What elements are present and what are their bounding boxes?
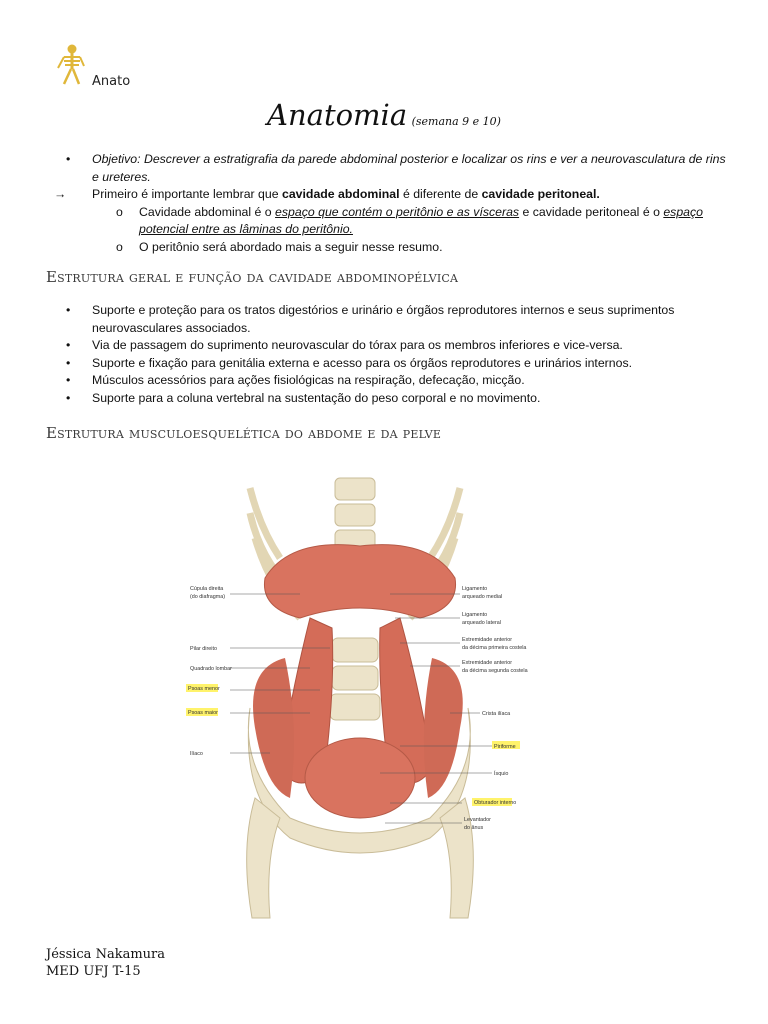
- list-item: [66, 337, 726, 355]
- author-course: MED UFJ T-15: [46, 964, 141, 979]
- bullet-icon: •: [66, 390, 71, 405]
- underlined-run: espaço que contém o peritônio e as vísceras: [275, 204, 520, 219]
- objective-text: Objetivo: Descrever a estratigrafia da parede abdominal posterior e localizar os rins e ver a neurovasculatura de rins e ureteres.: [92, 152, 726, 184]
- list-item-text: Suporte e fixação para genitália externa e acesso para os órgãos reprodutores e urinários internos.: [92, 355, 633, 370]
- label-costela-11: Extremidade anterior: [462, 637, 513, 643]
- list-item: [66, 390, 726, 408]
- label-lig-medial-2: arqueado medial: [462, 594, 503, 600]
- author-name: Jéssica Nakamura: [46, 947, 165, 962]
- bullet-icon: •: [66, 152, 71, 166]
- bullet-icon: •: [66, 303, 71, 317]
- bullet-icon: •: [66, 355, 71, 370]
- text-run: é diferente de: [399, 187, 482, 201]
- intro-list: [54, 151, 726, 256]
- bullet-icon: •: [66, 373, 71, 387]
- bold-run: cavidade abdominal: [282, 187, 400, 201]
- list-item: [66, 204, 726, 239]
- list-item: [66, 355, 726, 373]
- label-piriforme: Piriforme: [494, 744, 516, 750]
- section1-list: [66, 302, 726, 407]
- anatomy-illustration: [160, 468, 560, 928]
- label-levantador-2: do ânus: [464, 825, 484, 831]
- label-lig-lateral: Ligamento: [462, 612, 488, 618]
- list-item-text: Suporte e proteção para os tratos digestórios e urinário e órgãos reprodutores internos e seus suprimentos neurovasculares associados.: [92, 303, 675, 335]
- label-obturador: Obturador interno: [474, 800, 517, 806]
- list-item: [54, 186, 714, 204]
- header-text: Anato: [92, 74, 131, 89]
- label-iliaco: Ilíaco: [190, 751, 203, 757]
- underlined-run: espaço potencial entre as lâminas do peritônio.: [139, 204, 703, 236]
- arrow-right-icon: →: [54, 187, 67, 201]
- circle-bullet-icon: o: [116, 204, 123, 219]
- text-run: Cavidade abdominal é o: [139, 204, 276, 219]
- label-isquio: Ísquio: [494, 771, 509, 777]
- circle-bullet-icon: o: [116, 239, 123, 254]
- footer: [46, 946, 165, 980]
- bold-run: cavidade peritoneal.: [481, 187, 600, 201]
- bullet-icon: •: [66, 338, 71, 352]
- label-costela-11-2: da décima primeira costela: [462, 645, 527, 651]
- label-quadrado: Quadrado lombar: [190, 666, 232, 672]
- page-title: Anatomia: [267, 98, 408, 132]
- label-pilar: Pilar direito: [190, 646, 217, 652]
- title-block: [0, 98, 768, 132]
- label-psoas-menor: Psoas menor: [188, 686, 220, 692]
- label-cupula: Cúpula direita: [190, 586, 224, 592]
- label-psoas-maior: Psoas maior: [188, 710, 218, 716]
- list-item: [66, 151, 726, 186]
- section-heading: Estrutura geral e função da cavidade abdominopélvica: [46, 268, 459, 286]
- text-run: Primeiro é importante lembrar que: [92, 187, 282, 201]
- list-item: [66, 372, 726, 390]
- label-levantador: Levantador: [464, 817, 491, 823]
- label-crista: Crista ilíaca: [482, 711, 511, 717]
- list-item-text: Suporte para a coluna vertebral na sustentação do peso corporal e no movimento.: [92, 390, 541, 405]
- label-costela-12-2: da décima segunda costela: [462, 668, 528, 674]
- label-cupula-2: (do diafragma): [190, 594, 226, 600]
- label-lig-medial: Ligamento: [462, 586, 488, 592]
- list-item-text: Via de passagem do suprimento neurovascular do tórax para os membros inferiores e vice-versa.: [92, 338, 623, 352]
- text-run: e cavidade peritoneal é o: [519, 204, 664, 219]
- list-item-text: Músculos acessórios para ações fisiológicas na respiração, defecação, micção.: [92, 373, 525, 387]
- text-run: O peritônio será abordado mais a seguir nesse resumo.: [139, 239, 443, 254]
- section-heading: Estrutura musculoesquelética do abdome e da pelve: [46, 424, 442, 442]
- label-costela-12: Extremidade anterior: [462, 660, 513, 666]
- label-lig-lateral-2: arqueado lateral: [462, 620, 501, 626]
- list-item: [66, 302, 726, 337]
- list-item: [66, 239, 726, 257]
- skeleton-logo-icon: [52, 42, 88, 88]
- page-subtitle: (semana 9 e 10): [411, 115, 501, 128]
